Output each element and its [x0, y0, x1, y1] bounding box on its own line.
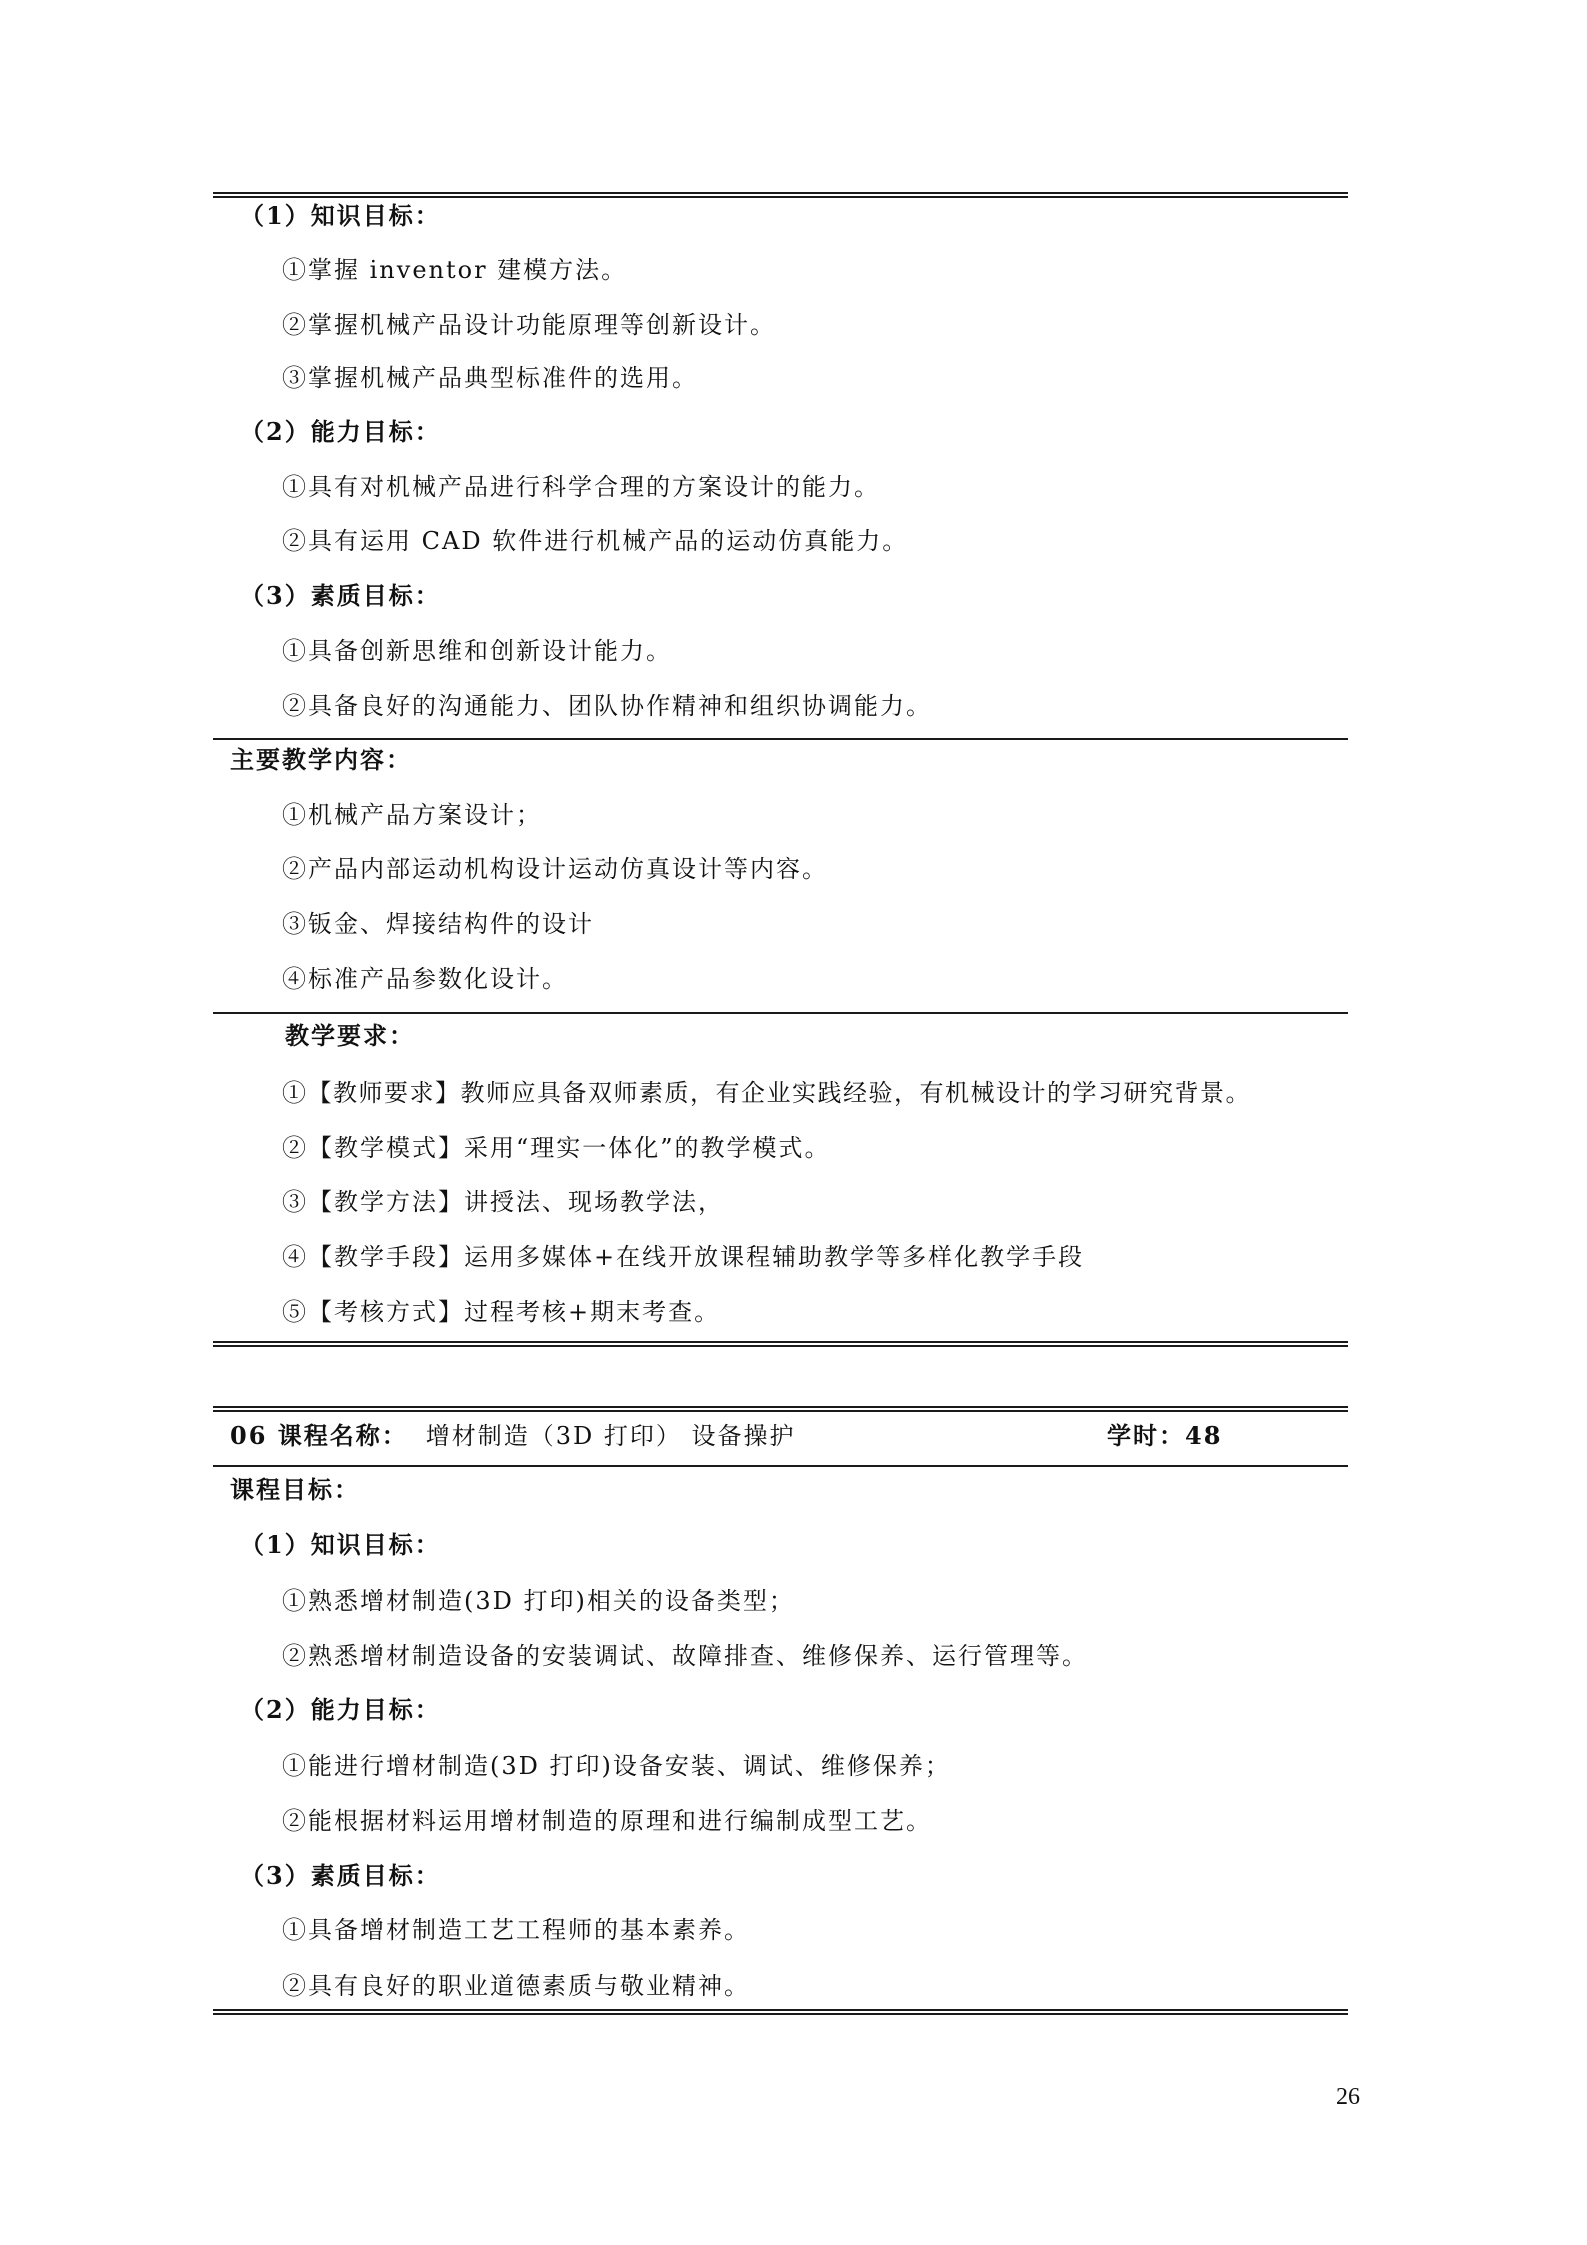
table-top-border	[213, 1406, 1348, 1412]
list-item: ②【教学模式】采用“理实一体化”的教学模式。	[282, 1134, 831, 1162]
list-item: ②具有运用 CAD 软件进行机械产品的运动仿真能力。	[282, 527, 909, 555]
ability-goals-heading: （2）能力目标：	[240, 1695, 441, 1724]
list-item: ②具备良好的沟通能力、团队协作精神和组织协调能力。	[282, 692, 932, 720]
list-item: ①【教师要求】教师应具备双师素质，有企业实践经验，有机械设计的学习研究背景。	[282, 1079, 1251, 1107]
course-title-row	[230, 1421, 1340, 1451]
course-hours: 学时：48	[1107, 1421, 1223, 1450]
table-bottom-border	[213, 2009, 1348, 2015]
list-item: ③钣金、焊接结构件的设计	[282, 910, 594, 938]
page-number: 26	[1336, 2084, 1360, 2110]
list-item: ④标准产品参数化设计。	[282, 965, 568, 993]
row-divider	[213, 1465, 1348, 1467]
list-item: ①具备增材制造工艺工程师的基本素养。	[282, 1916, 750, 1944]
list-item: ③掌握机械产品典型标准件的选用。	[282, 364, 698, 392]
knowledge-goals-heading: （1）知识目标：	[240, 1530, 441, 1559]
quality-goals-heading: （3）素质目标：	[240, 581, 441, 610]
list-item: ⑤【考核方式】过程考核+期末考查。	[282, 1298, 721, 1326]
row-divider	[213, 1012, 1348, 1014]
quality-goals-heading: （3）素质目标：	[240, 1861, 441, 1890]
list-item: ②能根据材料运用增材制造的原理和进行编制成型工艺。	[282, 1807, 932, 1835]
teaching-content-heading: 主要教学内容：	[230, 745, 412, 774]
course-name-label: 06 课程名称：	[230, 1421, 408, 1450]
list-item: ①具备创新思维和创新设计能力。	[282, 637, 672, 665]
list-item: ①能进行增材制造(3D 打印)设备安装、调试、维修保养；	[282, 1752, 951, 1780]
knowledge-goals-heading: （1）知识目标：	[240, 201, 441, 230]
list-item: ②具有良好的职业道德素质与敬业精神。	[282, 1972, 750, 2000]
course-name: 增材制造（3D 打印） 设备操护	[425, 1422, 796, 1450]
table-bottom-border	[213, 1341, 1348, 1347]
list-item: ②掌握机械产品设计功能原理等创新设计。	[282, 311, 776, 339]
list-item: ③【教学方法】讲授法、现场教学法，	[282, 1188, 724, 1216]
list-item: ①掌握 inventor 建模方法。	[282, 256, 628, 284]
list-item: ②产品内部运动机构设计运动仿真设计等内容。	[282, 855, 828, 883]
list-item: ①具有对机械产品进行科学合理的方案设计的能力。	[282, 473, 880, 501]
ability-goals-heading: （2）能力目标：	[240, 417, 441, 446]
course-objectives-heading: 课程目标：	[230, 1475, 360, 1504]
teaching-requirements-heading: 教学要求：	[285, 1021, 415, 1050]
list-item: ②熟悉增材制造设备的安装调试、故障排查、维修保养、运行管理等。	[282, 1642, 1088, 1670]
table-top-border	[213, 192, 1348, 198]
list-item: ①机械产品方案设计；	[282, 801, 542, 829]
list-item: ①熟悉增材制造(3D 打印)相关的设备类型；	[282, 1587, 795, 1615]
row-divider	[213, 738, 1348, 740]
list-item: ④【教学手段】运用多媒体+在线开放课程辅助教学等多样化教学手段	[282, 1243, 1085, 1271]
